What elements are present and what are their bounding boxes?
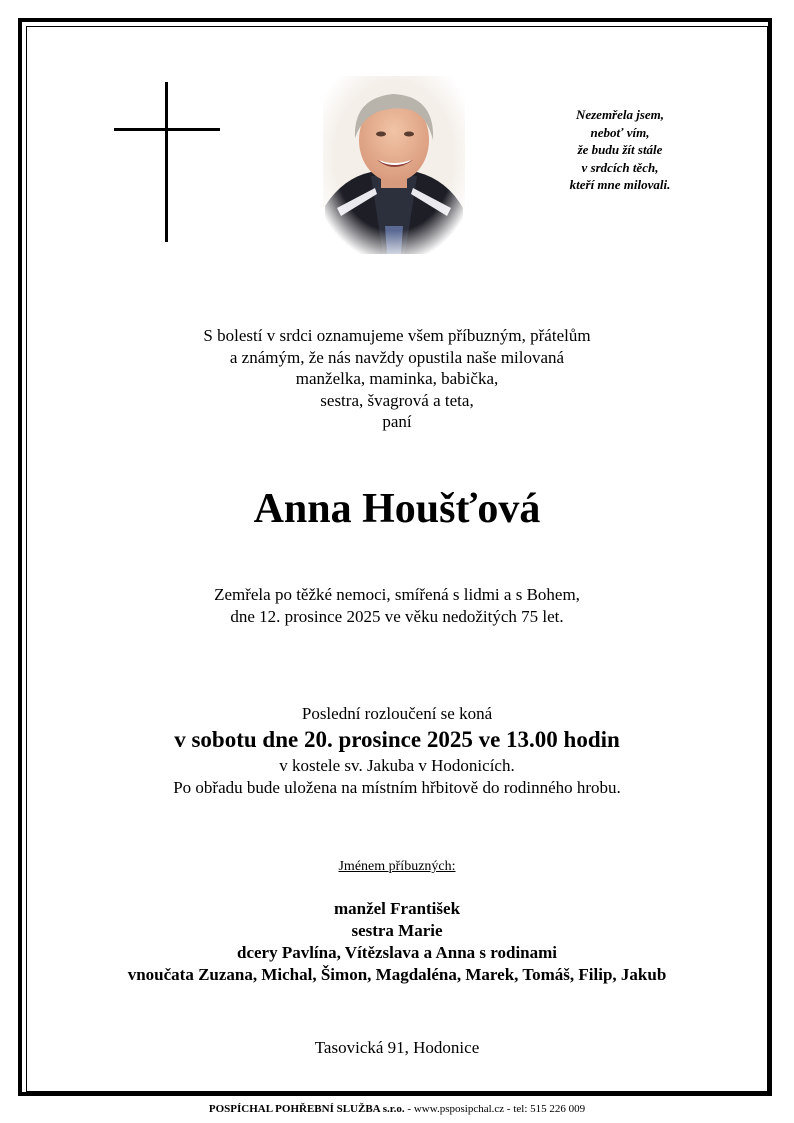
funeral-details bbox=[0, 703, 794, 799]
death-line: Zemřela po těžké nemoci, smířená s lidmi a s Bohem, bbox=[214, 585, 580, 604]
footer bbox=[0, 1102, 794, 1116]
relatives-line: sestra Marie bbox=[351, 921, 443, 940]
footer-contact: - www.psposipchal.cz - tel: 515 226 009 bbox=[404, 1103, 586, 1115]
funeral-place: v kostele sv. Jakuba v Hodonicích. bbox=[279, 756, 515, 775]
funeral-intro: Poslední rozloučení se koná bbox=[301, 704, 493, 723]
funeral-datetime: v sobotu dne 20. prosince 2025 ve 13.00 hodin bbox=[174, 727, 620, 752]
announcement-intro bbox=[0, 325, 794, 433]
deceased-name: Anna Houšťová bbox=[253, 486, 541, 532]
intro-line: sestra, švagrová a teta, bbox=[320, 390, 474, 410]
portrait-photo bbox=[323, 76, 465, 254]
relatives-line: dcery Pavlína, Vítězslava a Anna s rodinami bbox=[236, 943, 558, 962]
family-address: Tasovická 91, Hodonice bbox=[314, 1038, 480, 1057]
quote-line: Nezemřela jsem, bbox=[575, 107, 665, 122]
quote-verse bbox=[520, 106, 720, 194]
relatives-list bbox=[0, 898, 794, 986]
intro-line: a známým, že nás navždy opustila naše milovaná bbox=[229, 347, 565, 367]
intro-line: S bolestí v srdci oznamujeme všem příbuzným, přátelům bbox=[203, 326, 591, 345]
quote-line: že budu žít stále bbox=[577, 142, 663, 157]
cross-icon bbox=[114, 82, 222, 244]
footer-company: POSPÍCHAL POHŘEBNÍ SLUŽBA s.r.o. bbox=[208, 1103, 405, 1115]
death-details bbox=[0, 584, 794, 627]
relatives-heading: Jménem příbuzných: bbox=[338, 859, 456, 874]
intro-line: manželka, maminka, babička, bbox=[295, 369, 499, 388]
relatives-line: vnoučata Zuzana, Michal, Šimon, Magdaléna, Marek, Tomáš, Filip, Jakub bbox=[127, 965, 667, 984]
death-line: dne 12. prosince 2025 ve věku nedožitých 75 let. bbox=[230, 606, 564, 626]
quote-line: kteří mne milovali. bbox=[569, 177, 671, 192]
quote-line: neboť vím, bbox=[590, 124, 650, 140]
quote-line: v srdcích těch, bbox=[581, 159, 659, 175]
relatives-line: manžel František bbox=[333, 899, 461, 918]
intro-line: paní bbox=[382, 412, 412, 431]
funeral-burial: Po obřadu bude uložena na místním hřbitově do rodinného hrobu. bbox=[173, 778, 621, 797]
